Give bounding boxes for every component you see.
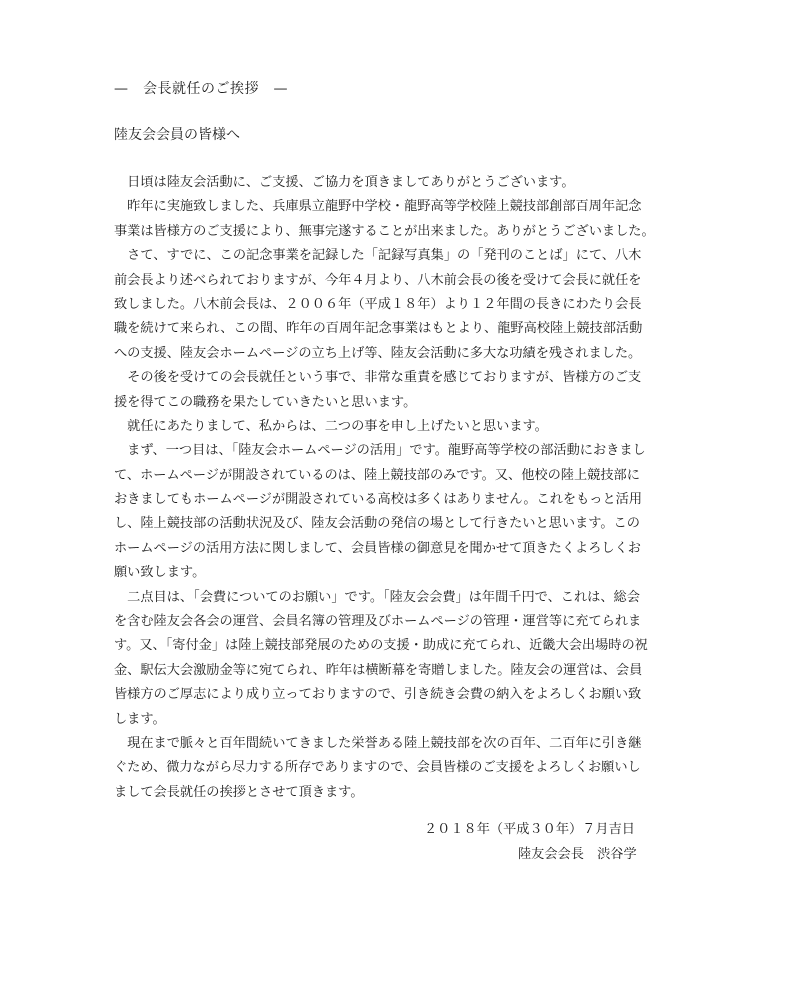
body-line: その後を受けての会長就任という事で、非常な重責を感じておりますが、皆様方のご支 [114,370,642,386]
body-line: て、ホームページが開設されているのは、陸上競技部のみです。又、他校の陸上競技部に [114,467,640,483]
body-line: ホームページの活用方法に関しまして、会員皆様の御意見を聞かせて頂きたくよろしくお [114,540,641,556]
body-line: 事業は皆様方のご支援により、無事完遂することが出来ました。ありがとうございました。 [114,223,655,239]
body-line: 願い致します。 [114,565,206,581]
body-line: 援を得てこの職務を果たしていきたいと思います。 [114,394,417,410]
salutation: 陸友会会員の皆様へ [114,127,240,143]
letter-date: ２０１８年（平成３０年）７月吉日 [424,822,635,837]
body-line: さて、すでに、この記念事業を記録した「記録写真集」の「発刊のことば」にて、八木 [114,248,642,264]
body-line: 職を続けて来られ、この間、昨年の百周年記念事業はもとより、龍野高校陸上競技部活動 [114,321,643,337]
body-line: まして会長就任の挨拶とさせて頂きます。 [114,784,364,800]
body-line: まず、一つ目は、「陸友会ホームページの活用」です。龍野高等学校の部活動におきまし [114,443,646,459]
letter-signature: 陸友会会長 渋谷学 [518,847,637,862]
body-line: 二点目は、「会費についてのお願い」です。「陸友会会費」は年間千円で、これは、総会 [114,589,640,605]
body-line: します。 [114,711,166,727]
body-line: 金、駅伝大会激励金等に宛てられ、昨年は横断幕を寄贈しました。陸友会の運営は、会員 [114,662,643,678]
body-line: 昨年に実施致しました、兵庫県立龍野中学校・龍野高等学校陸上競技部創部百周年記念 [114,199,642,215]
body-line: おきましてもホームページが開設されている高校は多くはありません。これをもっと活用 [114,492,643,508]
body-line: 皆様方のご厚志により成り立っておりますので、引き続き会費の納入をよろしくお願い致 [114,687,642,703]
body-line: 就任にあたりまして、私からは、二つの事を申し上げたいと思います。 [114,418,548,434]
body-line: す。又、「寄付金」は陸上競技部発展のための支援・助成に充てられ、近畿大会出場時の祝 [114,638,648,654]
body-line: への支援、陸友会ホームページの立ち上げ等、陸友会活動に多大な功績を残されました。 [114,345,642,361]
letter-body [114,171,674,805]
body-line: ぐため、微力ながら尽力する所存でありますので、会員皆様のご支援をよろしくお願いし [114,760,641,776]
body-line: 日頃は陸友会活動に、ご支援、ご協力を頂きましてありがとうございます。 [114,175,575,190]
body-line: を含む陸友会各会の運営、会員名簿の管理及びホームページの管理・運営等に充てられま [114,614,642,630]
body-line: し、陸上競技部の活動状況及び、陸友会活動の発信の場として行きたいと思います。この [114,516,640,532]
body-line: 現在まで脈々と百年間続いてきました栄誉ある陸上競技部を次の百年、二百年に引き継 [114,735,642,751]
letter-heading: — 会長就任のご挨拶 — [114,81,288,97]
body-line: 致しました。八木前会長は、２００６年（平成１８年）より１２年間の長きにわたり会長 [114,296,642,312]
body-line: 前会長より述べられておりますが、今年４月より、八木前会長の後を受けて会長に就任を [114,272,642,288]
